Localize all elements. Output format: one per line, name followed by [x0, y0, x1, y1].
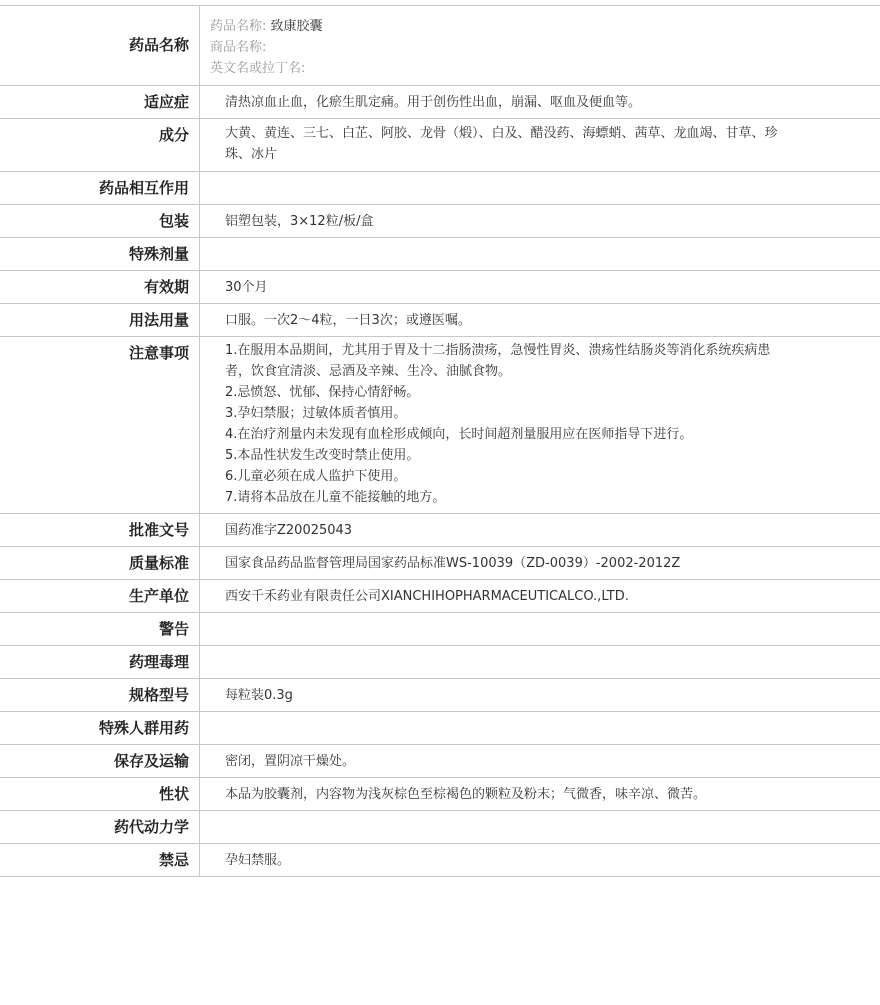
- row-package: [0, 205, 880, 238]
- label-toxicology: 药理毒理: [0, 646, 200, 679]
- ingredients-text: 大黄、黄连、三七、白芷、阿胶、龙骨（煅）、白及、醋没药、海螵蛸、茜草、龙血竭、甘草、珍珠、冰片: [225, 123, 785, 165]
- label-special-population: 特殊人群用药: [0, 712, 200, 745]
- label-indication: 适应症: [0, 86, 200, 119]
- label-standard: 质量标准: [0, 547, 200, 580]
- label-approval: 批准文号: [0, 514, 200, 547]
- label-validity: 有效期: [0, 271, 200, 304]
- label-special-dose: 特殊剂量: [0, 238, 200, 271]
- precaution-item-6: 6.儿童必须在成人监护下使用。: [225, 466, 880, 487]
- value-approval: 国药准字Z20025043: [200, 514, 880, 547]
- value-warning: [200, 613, 880, 646]
- label-spec: 规格型号: [0, 679, 200, 712]
- row-special-population: [0, 712, 880, 745]
- precaution-item-5: 5.本品性状发生改变时禁止使用。: [225, 445, 880, 466]
- value-manufacturer: 西安千禾药业有限责任公司XIANCHIHOPHARMACEUTICALCO.,LTD.: [200, 580, 880, 613]
- label-precautions: 注意事项: [0, 337, 200, 514]
- value-special-dose: [200, 238, 880, 271]
- row-ingredients: [0, 119, 880, 172]
- row-special-dose: [0, 238, 880, 271]
- value-validity: 30个月: [200, 271, 880, 304]
- label-package: 包装: [0, 205, 200, 238]
- row-description: [0, 778, 880, 811]
- row-toxicology: [0, 646, 880, 679]
- label-warning: 警告: [0, 613, 200, 646]
- value-drug-name: [200, 6, 880, 86]
- value-usage: 口服。一次2～4粒，一日3次；或遵医嘱。: [200, 304, 880, 337]
- value-interactions: [200, 172, 880, 205]
- label-interactions: 药品相互作用: [0, 172, 200, 205]
- precaution-item-2: 2.忌愤怒、忧郁、保持心情舒畅。: [225, 382, 880, 403]
- label-usage: 用法用量: [0, 304, 200, 337]
- label-manufacturer: 生产单位: [0, 580, 200, 613]
- value-special-population: [200, 712, 880, 745]
- precaution-item-7: 7.请将本品放在儿童不能接触的地方。: [225, 487, 880, 508]
- english-name-line: [210, 58, 880, 79]
- value-toxicology: [200, 646, 880, 679]
- row-warning: [0, 613, 880, 646]
- value-pharmacokinetics: [200, 811, 880, 844]
- row-indication: [0, 86, 880, 119]
- row-interactions: [0, 172, 880, 205]
- label-description: 性状: [0, 778, 200, 811]
- drug-name-key: 药品名称:: [210, 19, 266, 34]
- drug-name-line: [210, 16, 880, 37]
- row-spec: [0, 679, 880, 712]
- label-drug-name: 药品名称: [0, 6, 200, 86]
- row-contraindications: [0, 844, 880, 877]
- value-precautions: [200, 337, 880, 514]
- value-contraindications: 孕妇禁服。: [200, 844, 880, 877]
- value-spec: 每粒装0.3g: [200, 679, 880, 712]
- row-storage: [0, 745, 880, 778]
- drug-spec-table: [0, 5, 880, 877]
- row-approval: [0, 514, 880, 547]
- value-storage: 密闭，置阴凉干燥处。: [200, 745, 880, 778]
- english-name-key: 英文名或拉丁名:: [210, 61, 305, 76]
- drug-name-value: 致康胶囊: [271, 19, 323, 34]
- row-precautions: [0, 337, 880, 514]
- trade-name-line: [210, 37, 880, 58]
- row-manufacturer: [0, 580, 880, 613]
- row-validity: [0, 271, 880, 304]
- value-description: 本品为胶囊剂，内容物为浅灰棕色至棕褐色的颗粒及粉末；气微香，味辛凉、微苦。: [200, 778, 880, 811]
- precaution-item-3: 3.孕妇禁服；过敏体质者慎用。: [225, 403, 880, 424]
- label-storage: 保存及运输: [0, 745, 200, 778]
- value-standard: 国家食品药品监督管理局国家药品标准WS-10039（ZD-0039）-2002-2012Z: [200, 547, 880, 580]
- row-drug-name: [0, 6, 880, 86]
- label-contraindications: 禁忌: [0, 844, 200, 877]
- value-package: 铝塑包装，3×12粒/板/盒: [200, 205, 880, 238]
- label-ingredients: 成分: [0, 119, 200, 172]
- value-ingredients: [200, 119, 880, 172]
- precaution-item-1: 1.在服用本品期间，尤其用于胃及十二指肠溃疡，急慢性胃炎、溃疡性结肠炎等消化系统疾病患者，饮食宜清淡、忌酒及辛辣、生冷、油腻食物。: [225, 340, 785, 382]
- row-pharmacokinetics: [0, 811, 880, 844]
- label-pharmacokinetics: 药代动力学: [0, 811, 200, 844]
- row-usage: [0, 304, 880, 337]
- trade-name-key: 商品名称:: [210, 40, 266, 55]
- precaution-item-4: 4.在治疗剂量内未发现有血栓形成倾向，长时间超剂量服用应在医师指导下进行。: [225, 424, 880, 445]
- value-indication: 清热凉血止血，化瘀生肌定痛。用于创伤性出血，崩漏、呕血及便血等。: [200, 86, 880, 119]
- row-standard: [0, 547, 880, 580]
